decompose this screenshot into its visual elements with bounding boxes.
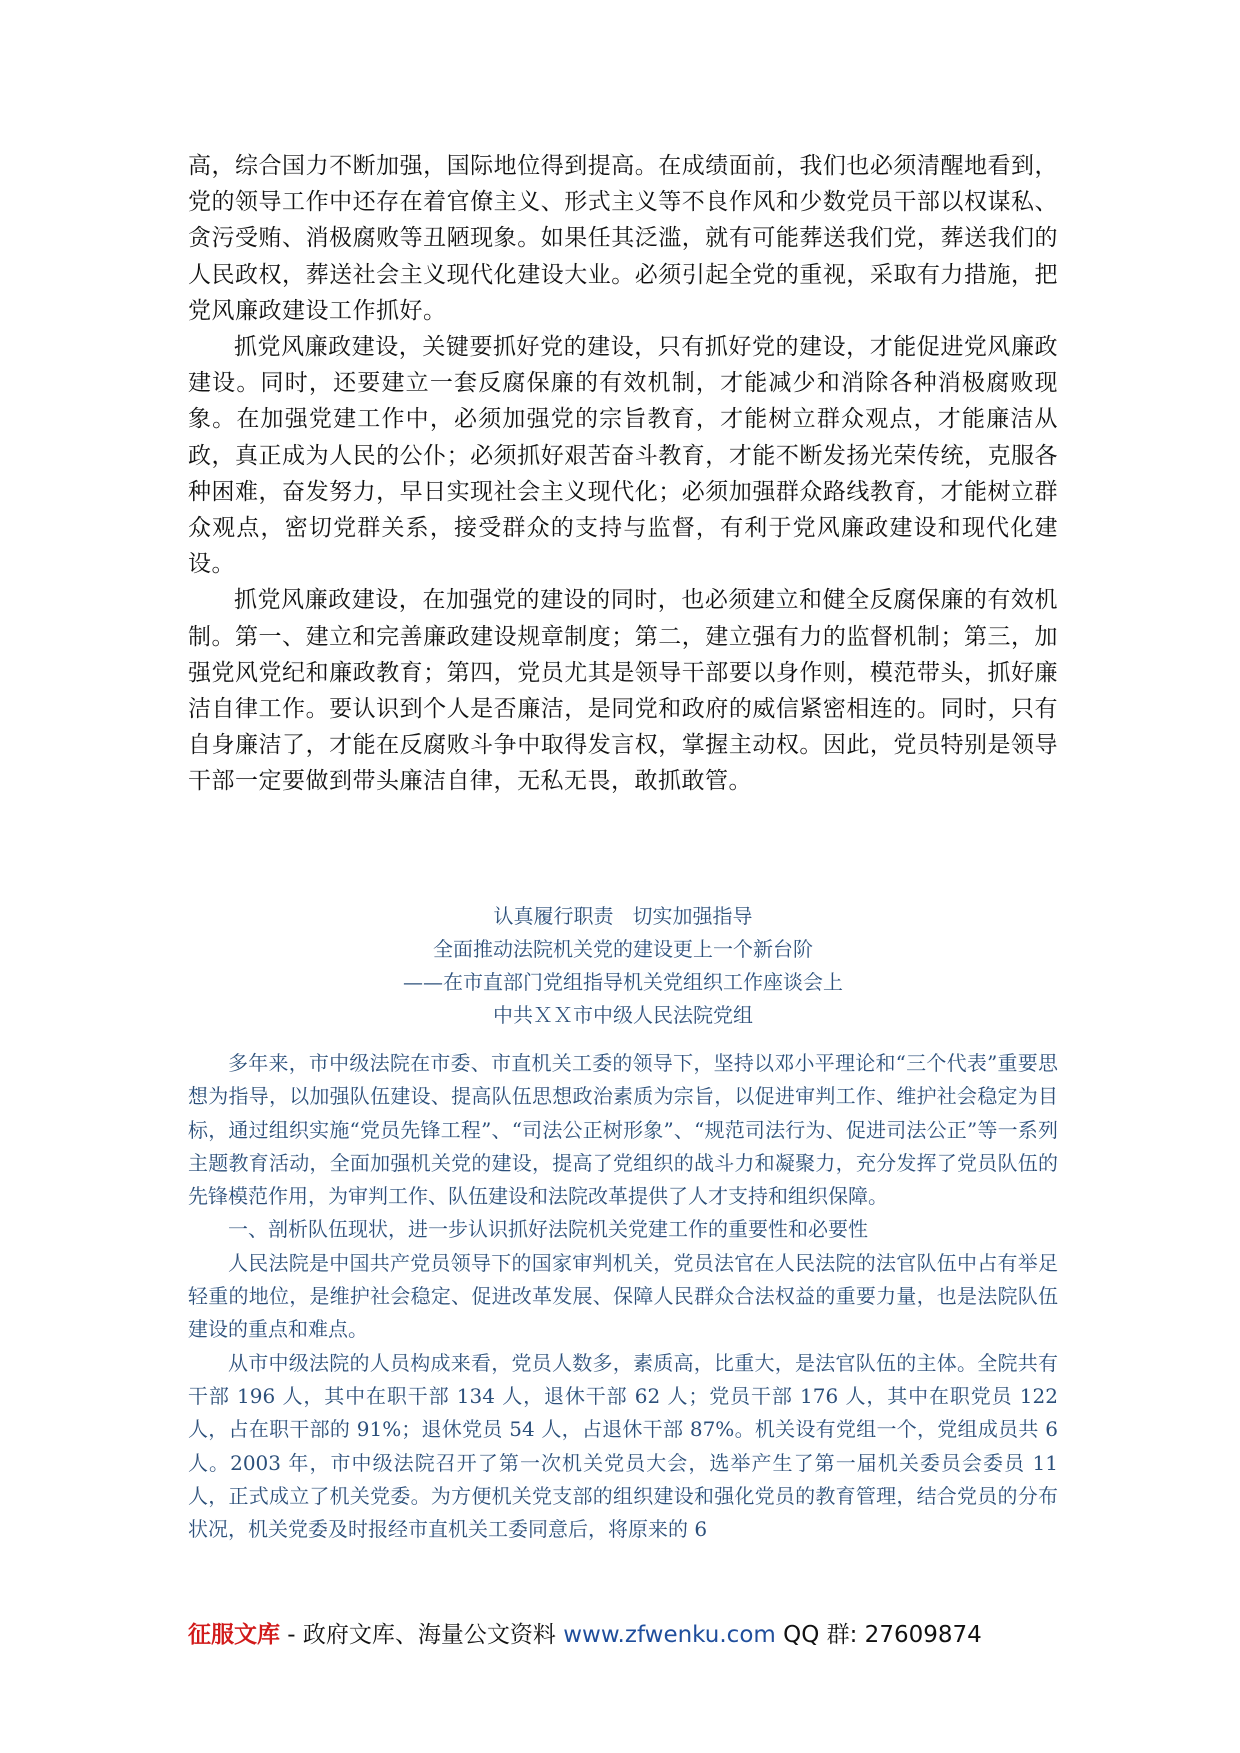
paragraph: 抓党风廉政建设，关键要抓好党的建设，只有抓好党的建设，才能促进党风廉政建设。同时，还要建立一套反腐保廉的有效机制，才能减少和消除各种消极腐败现象。在加强党建工作中，必须加强党的宗旨教育，才能树立群众观点，才能廉洁从政，真正成为人民的公仆；必须抓好艰苦奋斗教育，才能不断发扬光荣传统，克服各种困难，奋发努力，早日实现社会主义现代化；必须加强群众路线教育，才能树立群众观点，密切党群关系，接受群众的支持与监督，有利于党风廉政建设和现代化建设。 [188,334,1058,578]
article-title-block [188,900,1058,1032]
footer-separator: - [280,1622,303,1648]
article-author: 中共ＸＸ市中级人民法院党组 [493,1003,753,1027]
article-subtitle: ——在市直部门党组指导机关党组织工作座谈会上 [403,970,843,994]
section-heading: 一、剖析队伍现状，进一步认识抓好法院机关党建工作的重要性和必要性 [228,1217,868,1242]
footer-qq-group: QQ 群: 27609874 [775,1622,982,1648]
footer-website-link[interactable]: www.zfwenku.com [563,1622,776,1648]
footer-tagline: 政府文库、海量公文资料 [302,1622,564,1648]
page-footer [188,1620,1058,1650]
paragraph: 抓党风廉政建设，在加强党的建设的同时，也必须建立和健全反腐保廉的有效机制。第一、建立和完善廉政建设规章制度；第二，建立强有力的监督机制；第三，加强党风党纪和廉政教育；第四，党员尤其是领导干部要以身作则，模范带头，抓好廉洁自律工作。要认识到个人是否廉洁，是同党和政府的威信紧密相连的。同时，只有自身廉洁了，才能在反腐败斗争中取得发言权，掌握主动权。因此，党员特别是领导干部一定要做到带头廉洁自律，无私无畏，敢抓敢管。 [188,587,1058,795]
paragraph-continuation: 高，综合国力不断加强，国际地位得到提高。在成绩面前，我们也必须清醒地看到，党的领导工作中还存在着官僚主义、形式主义等不良作风和少数党员干部以权谋私、贪污受贿、消极腐败等丑陋现象。如果任其泛滥，就有可能葬送我们党，葬送我们的人民政权，葬送社会主义现代化建设大业。必须引起全党的重视，采取有力措施，把党风廉政建设工作抓好。 [188,153,1058,324]
paragraph: 人民法院是中国共产党员领导下的国家审判机关，党员法官在人民法院的法官队伍中占有举足轻重的地位，是维护社会稳定、促进改革发展、保障人民群众合法权益的重要力量，也是法院队伍建设的重点和难点。 [188,1250,1058,1342]
paragraph: 从市中级法院的人员构成来看，党员人数多，素质高，比重大，是法官队伍的主体。全院共有干部 196 人，其中在职干部 134 人，退休干部 62 人；党员干部 176 人，其中在职党员 122 人，占在职干部的 91%；退休党员 54 人，占退休干部 87%。机关设有党组一个，党组成员共 6 人。2003 年，市中级法院召开了第一次机关党员大会，选举产生了第一届机关委员会委员 11 人，正式成立了机关党委。为方便机关党支部的组织建设和强化党员的教育管理，结合党员的分布状况，机关党委及时报经市直机关工委同意后，将原来的 6 [188,1350,1058,1542]
paragraph: 多年来，市中级法院在市委、市直机关工委的领导下，坚持以邓小平理论和“三个代表”重要思想为指导，以加强队伍建设、提高队伍思想政治素质为宗旨，以促进审判工作、维护社会稳定为目标，通过组织实施“党员先锋工程”、“司法公正树形象”、“规范司法行为、促进司法公正”等一系列主题教育活动，全面加强机关党的建设，提高了党组织的战斗力和凝聚力，充分发挥了党员队伍的先锋模范作用，为审判工作、队伍建设和法院改革提供了人才支持和组织保障。 [188,1051,1058,1209]
document-body-upper [188,148,1058,800]
document-body-lower [188,1047,1058,1546]
footer-brand: 征服文库 [188,1622,280,1648]
article-title-line-2: 全面推动法院机关党的建设更上一个新台阶 [433,937,813,961]
article-title-line-1: 认真履行职责 切实加强指导 [493,904,753,928]
